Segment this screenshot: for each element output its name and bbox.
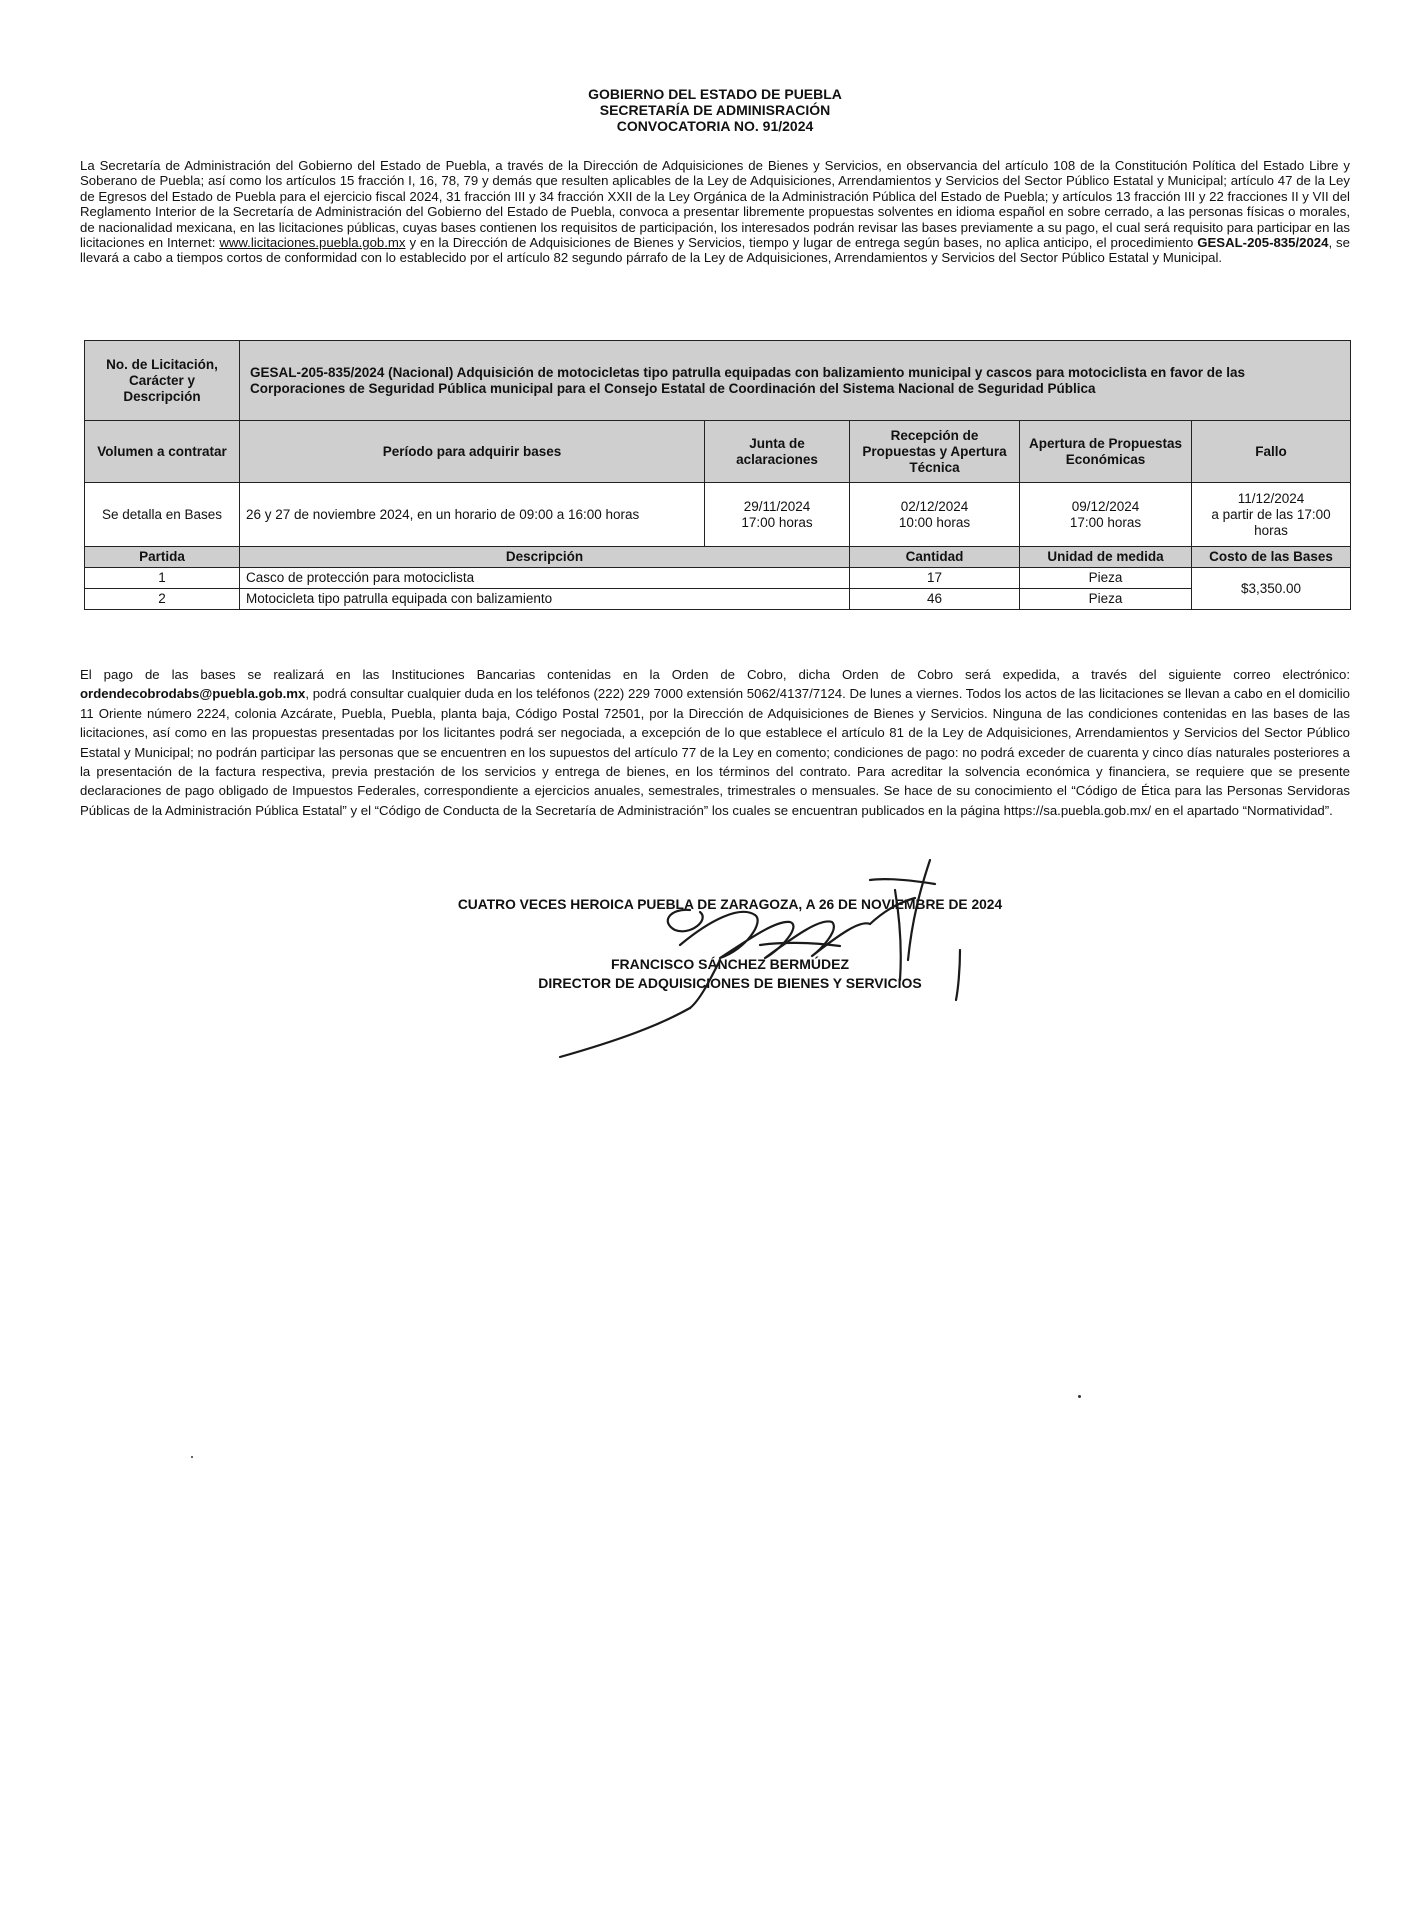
value-recepcion xyxy=(850,483,1020,547)
procedure-code: GESAL-205-835/2024 xyxy=(1197,235,1329,251)
place-date: CUATRO VECES HEROICA PUEBLA DE ZARAGOZA, A 26 DE NOVIEMBRE DE 2024 xyxy=(457,897,1003,912)
item-cantidad: 46 xyxy=(850,589,1020,610)
table-row xyxy=(85,568,1351,589)
scan-speck xyxy=(191,1456,193,1458)
apertura-date: 09/12/2024 xyxy=(1071,498,1140,514)
convocation-number: CONVOCATORIA NO. 91/2024 xyxy=(616,118,814,134)
recepcion-time: 10:00 horas xyxy=(898,514,971,530)
header-periodo: Período para adquirir bases xyxy=(240,421,705,483)
header-apertura: Apertura de Propuestas Económicas xyxy=(1020,421,1192,483)
header-partida: Partida xyxy=(85,547,240,568)
header-recepcion: Recepción de Propuestas y Apertura Técnica xyxy=(850,421,1020,483)
schedule-values-row xyxy=(85,483,1351,547)
header-fallo: Fallo xyxy=(1192,421,1351,483)
value-junta xyxy=(705,483,850,547)
payment-text-2: , podrá consultar cualquier duda en los teléfonos (222) 229 7000 extensión 5062/4137/7124. De lunes a viernes. Todos los actos de las licitaciones se llevan a cabo en el domicilio 11 Oriente número 2224, colonia Azcárate, Puebla, Puebla, planta baja, Código Postal 72501, por la Dirección de Adquisiciones de Bienes y Servicios. Ninguna de las condiciones contenidas en las bases de las licitaciones, así como en las propuestas presentadas por los licitantes podrá ser negociada, a excepción de lo que establece el artículo 81 de la Ley de Adquisiciones, Arrendamientos y Servicios del Sector Público Estatal y Municipal; no podrán participar las personas que se encuentren en los supuestos del artículo 77 de la Ley en comento; condiciones de pago: no podrá exceder de cuarenta y cinco días naturales posteriores a la presentación de la factura respectiva, previa prestación de los servicios y entrega de bienes, en los términos del contrato. Para acreditar la solvencia económica y financiera, se requiere que se presente declaraciones de pago obligado de Impuestos Federales, correspondiente a ejercicios anuales, semestrales, trimestrales o mensuales. Se hace de su conocimiento el “Código de Ética para las Personas Servidoras Públicas de la Administración Pública Estatal” y el “Código de Conducta de la Secretaría de Administración” los cuales se encuentran publicados en la página https://sa.puebla.gob.mx/ en el apartado “Normatividad”. xyxy=(80,686,1350,818)
junta-time: 17:00 horas xyxy=(741,514,813,530)
intro-paragraph xyxy=(80,158,1350,266)
items-header-row xyxy=(85,547,1351,568)
payment-email[interactable]: ordendecobrodabs@puebla.gob.mx xyxy=(80,686,306,702)
intro-text-3: , se llevará a cabo a tiempos cortos de conformidad con lo establecido por el artículo 82 segundo párrafo de la Ley de Adquisiciones, Arrendamientos y Servicios del Sector Público Estatal y Municipal. xyxy=(80,235,1350,266)
document-header xyxy=(80,86,1350,134)
item-unidad: Pieza xyxy=(1020,568,1192,589)
item-partida: 2 xyxy=(85,589,240,610)
payment-text-1: El pago de las bases se realizará en las Instituciones Bancarias contenidas en la Orden de Cobro, dicha Orden de Cobro será expedida, a través del siguiente correo electrónico: xyxy=(80,667,1350,682)
tender-description-cell: GESAL-205-835/2024 (Nacional) Adquisición de motocicletas tipo patrulla equipadas con balizamiento municipal y cascos para motociclista en favor de las Corporaciones de Seguridad Pública municipal para el Consejo Estatal de Coordinación del Sistema Nacional de Seguridad Pública xyxy=(240,341,1351,421)
secretariat-title: SECRETARÍA DE ADMINISRACIÓN xyxy=(599,102,831,118)
junta-date: 29/11/2024 xyxy=(743,498,811,514)
header-unidad: Unidad de medida xyxy=(1020,547,1192,568)
fallo-time: a partir de las 17:00 horas xyxy=(1211,506,1331,538)
header-costo: Costo de las Bases xyxy=(1192,547,1351,568)
value-apertura xyxy=(1020,483,1192,547)
apertura-time: 17:00 horas xyxy=(1069,514,1142,530)
handwritten-signature xyxy=(540,850,1020,1060)
header-junta: Junta de aclaraciones xyxy=(705,421,850,483)
payment-paragraph xyxy=(80,665,1350,820)
item-cantidad: 17 xyxy=(850,568,1020,589)
intro-text-2: y en la Dirección de Adquisiciones de Bienes y Servicios, tiempo y lugar de entrega según bases, no aplica anticipo, el procedimiento xyxy=(409,235,1194,251)
header-volumen: Volumen a contratar xyxy=(85,421,240,483)
value-volumen: Se detalla en Bases xyxy=(85,483,240,547)
value-periodo: 26 y 27 de noviembre 2024, en un horario de 09:00 a 16:00 horas xyxy=(240,483,705,547)
signer-name: FRANCISCO SÁNCHEZ BERMÚDEZ xyxy=(611,956,849,972)
tender-table xyxy=(84,340,1351,610)
tender-label-cell: No. de Licitación, Carácter y Descripción xyxy=(85,341,240,421)
item-descripcion: Casco de protección para motociclista xyxy=(240,568,850,589)
intro-text-1: La Secretaría de Administración del Gobierno del Estado de Puebla, a través de la Dirección de Adquisiciones de Bienes y Servicios, en observancia del artículo 108 de la Constitución Política del Estado Libre y Soberano de Puebla; así como los artículos 15 fracción I, 16, 78, 79 y demás que resulten aplicables de la Ley de Adquisiciones, Arrendamientos y Servicios del Sector Público Estatal y Municipal; artículo 47 de la Ley de Egresos del Estado de Puebla para el ejercicio fiscal 2024, 31 fracción III y 34 fracción XXII de la Ley Orgánica de la Administración Pública del Estado de Puebla; y artículos 13 fracción III y 22 fracciones II y VII del Reglamento Interior de la Secretaría de Administración del Gobierno del Estado de Puebla, convoca a presentar libremente propuestas solventes en idioma español en sobre cerrado, a las personas físicas o morales, de nacionalidad mexicana, en las licitaciones públicas, cuyas bases contienen los requisitos de participación, los interesados podrán revisar las bases previamente a su pago, el cual será requisito para participar en las licitaciones en Internet: xyxy=(80,158,1350,251)
recepcion-date: 02/12/2024 xyxy=(900,498,969,514)
scan-speck xyxy=(1078,1395,1081,1398)
header-descripcion: Descripción xyxy=(240,547,850,568)
item-descripcion: Motocicleta tipo patrulla equipada con balizamiento xyxy=(240,589,850,610)
signer-title: DIRECTOR DE ADQUISICIONES DE BIENES Y SERVICIOS xyxy=(538,975,922,991)
item-partida: 1 xyxy=(85,568,240,589)
government-title: GOBIERNO DEL ESTADO DE PUEBLA xyxy=(588,86,842,102)
header-cantidad: Cantidad xyxy=(850,547,1020,568)
bases-cost: $3,350.00 xyxy=(1192,568,1351,610)
schedule-header-row xyxy=(85,421,1351,483)
licitaciones-link[interactable]: www.licitaciones.puebla.gob.mx xyxy=(219,235,406,251)
value-fallo xyxy=(1192,483,1351,547)
table-row xyxy=(85,589,1351,610)
fallo-date: 11/12/2024 xyxy=(1237,490,1305,506)
tender-description-row xyxy=(85,341,1351,421)
item-unidad: Pieza xyxy=(1020,589,1192,610)
